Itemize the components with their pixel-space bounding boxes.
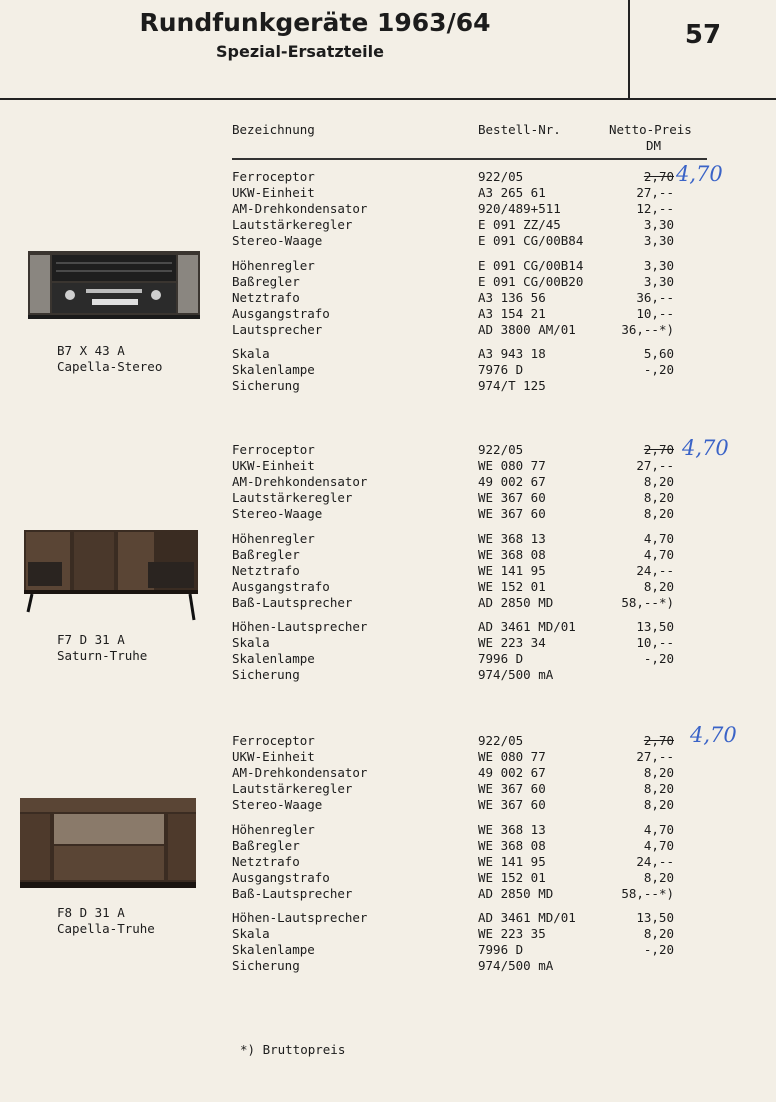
table-row bbox=[0, 595, 776, 611]
part-name: UKW-Einheit bbox=[232, 458, 315, 474]
part-price: 58,--*) bbox=[621, 885, 674, 901]
table-row bbox=[0, 378, 776, 394]
table-row bbox=[0, 506, 776, 522]
part-price: 8,20 bbox=[643, 781, 674, 797]
part-price: 12,-- bbox=[636, 201, 674, 217]
part-order-number: 49 002 67 bbox=[478, 474, 546, 490]
part-price: 36,-- bbox=[636, 289, 674, 305]
part-order-number: 7996 D bbox=[478, 651, 524, 667]
part-price: 10,-- bbox=[636, 635, 674, 651]
handwritten-price-correction: 4,70 bbox=[682, 436, 729, 460]
page-number: 57 bbox=[684, 20, 722, 50]
part-order-number: WE 223 34 bbox=[478, 635, 546, 651]
part-name: AM-Drehkondensator bbox=[232, 201, 368, 217]
table-row bbox=[0, 635, 776, 651]
column-header-bezeichnung: Bezeichnung bbox=[232, 122, 315, 137]
table-row bbox=[0, 474, 776, 490]
model-code: F8 D 31 A bbox=[57, 905, 125, 920]
part-name: Lautstärkeregler bbox=[232, 217, 353, 233]
header-divider-horizontal bbox=[0, 98, 776, 100]
part-name: Stereo-Waage bbox=[232, 506, 323, 522]
part-order-number: WE 368 08 bbox=[478, 546, 546, 562]
part-price: 8,20 bbox=[643, 490, 674, 506]
handwritten-price-correction: 4,70 bbox=[676, 162, 723, 186]
part-name: Ferroceptor bbox=[232, 442, 315, 457]
part-order-number: 922/05 bbox=[478, 442, 524, 457]
table-row bbox=[0, 201, 776, 217]
part-order-number: 922/05 bbox=[478, 169, 524, 184]
part-name: UKW-Einheit bbox=[232, 749, 315, 765]
column-header-bestell-nr: Bestell-Nr. bbox=[478, 122, 561, 137]
table-row bbox=[0, 563, 776, 579]
part-order-number: 974/T 125 bbox=[478, 378, 546, 394]
part-name: Ausgangstrafo bbox=[232, 869, 330, 885]
part-order-number: A3 265 61 bbox=[478, 185, 546, 201]
part-price: 13,50 bbox=[636, 910, 674, 925]
column-header-currency: DM bbox=[646, 138, 662, 153]
part-price: 4,70 bbox=[643, 821, 674, 837]
part-price: 8,20 bbox=[643, 474, 674, 490]
part-order-number: WE 152 01 bbox=[478, 869, 546, 885]
part-name: Skalenlampe bbox=[232, 362, 315, 378]
part-name: Skala bbox=[232, 635, 270, 651]
part-order-number: 920/489+511 bbox=[478, 201, 561, 217]
part-name: Netztrafo bbox=[232, 853, 300, 869]
part-price: 8,20 bbox=[643, 506, 674, 522]
part-order-number: WE 368 13 bbox=[478, 530, 546, 546]
part-name: UKW-Einheit bbox=[232, 185, 315, 201]
page-subtitle: Spezial-Ersatzteile bbox=[216, 42, 384, 61]
part-name: Baß-Lautsprecher bbox=[232, 885, 353, 901]
part-price: 5,60 bbox=[643, 346, 674, 361]
part-name: Skala bbox=[232, 346, 270, 361]
footnote: *) Bruttopreis bbox=[240, 1042, 346, 1057]
part-name: Baßregler bbox=[232, 546, 300, 562]
table-row bbox=[0, 258, 776, 274]
part-order-number: E 091 CG/00B20 bbox=[478, 273, 584, 289]
part-order-number: 7976 D bbox=[478, 362, 524, 378]
part-price: 4,70 bbox=[643, 837, 674, 853]
table-row bbox=[0, 797, 776, 813]
part-order-number: E 091 CG/00B84 bbox=[478, 233, 584, 249]
part-price: 58,--*) bbox=[621, 594, 674, 610]
part-order-number: WE 152 01 bbox=[478, 578, 546, 594]
page-title: Rundfunkgeräte 1963/64 bbox=[139, 8, 491, 37]
table-row bbox=[0, 910, 776, 926]
model-name: Capella-Stereo bbox=[57, 359, 163, 374]
part-order-number: AD 3461 MD/01 bbox=[478, 910, 576, 925]
table-row bbox=[0, 886, 776, 902]
part-name: Stereo-Waage bbox=[232, 797, 323, 813]
table-row bbox=[0, 185, 776, 201]
model-name: Saturn-Truhe bbox=[57, 648, 148, 663]
part-price: 27,-- bbox=[636, 185, 674, 201]
part-order-number: AD 3461 MD/01 bbox=[478, 619, 576, 634]
part-order-number: WE 367 60 bbox=[478, 781, 546, 797]
table-row bbox=[0, 838, 776, 854]
part-order-number: WE 080 77 bbox=[478, 749, 546, 765]
part-name: Ferroceptor bbox=[232, 733, 315, 748]
part-name: Lautstärkeregler bbox=[232, 781, 353, 797]
part-order-number: 49 002 67 bbox=[478, 765, 546, 781]
part-name: Höhenregler bbox=[232, 821, 315, 837]
part-price: 8,20 bbox=[643, 578, 674, 594]
part-name: Sicherung bbox=[232, 958, 300, 974]
part-order-number: WE 223 35 bbox=[478, 926, 546, 942]
part-price: 4,70 bbox=[643, 546, 674, 562]
part-order-number: WE 141 95 bbox=[478, 562, 546, 578]
table-row bbox=[0, 822, 776, 838]
part-order-number: WE 367 60 bbox=[478, 797, 546, 813]
table-row bbox=[0, 870, 776, 886]
part-order-number: AD 3800 AM/01 bbox=[478, 321, 576, 337]
header-divider-vertical bbox=[628, 0, 630, 99]
part-order-number: E 091 CG/00B14 bbox=[478, 257, 584, 273]
part-order-number: A3 943 18 bbox=[478, 346, 546, 361]
part-name: Lautsprecher bbox=[232, 321, 323, 337]
part-price: 8,20 bbox=[643, 797, 674, 813]
part-order-number: WE 367 60 bbox=[478, 490, 546, 506]
table-row bbox=[0, 619, 776, 635]
part-price: 10,-- bbox=[636, 305, 674, 321]
part-name: Skalenlampe bbox=[232, 651, 315, 667]
part-order-number: 7996 D bbox=[478, 942, 524, 958]
part-price: 3,30 bbox=[643, 273, 674, 289]
part-order-number: WE 368 08 bbox=[478, 837, 546, 853]
part-order-number: WE 367 60 bbox=[478, 506, 546, 522]
part-price: 2,70 bbox=[643, 733, 674, 748]
table-row bbox=[0, 667, 776, 683]
table-row bbox=[0, 765, 776, 781]
part-name: Höhen-Lautsprecher bbox=[232, 619, 368, 634]
part-order-number: AD 2850 MD bbox=[478, 885, 554, 901]
part-name: Baßregler bbox=[232, 273, 300, 289]
table-row bbox=[0, 733, 776, 749]
part-name: Baß-Lautsprecher bbox=[232, 594, 353, 610]
table-row bbox=[0, 274, 776, 290]
part-name: Ferroceptor bbox=[232, 169, 315, 184]
part-price: 8,20 bbox=[643, 765, 674, 781]
table-row bbox=[0, 854, 776, 870]
part-price: 3,30 bbox=[643, 217, 674, 233]
table-row bbox=[0, 547, 776, 563]
model-name: Capella-Truhe bbox=[57, 921, 155, 936]
part-name: Höhen-Lautsprecher bbox=[232, 910, 368, 925]
part-order-number: 974/500 mA bbox=[478, 667, 554, 683]
part-price: 4,70 bbox=[643, 530, 674, 546]
column-header-rule bbox=[232, 158, 707, 160]
part-price: 24,-- bbox=[636, 853, 674, 869]
part-order-number: E 091 ZZ/45 bbox=[478, 217, 561, 233]
part-price: 2,70 bbox=[643, 169, 674, 184]
table-row bbox=[0, 531, 776, 547]
part-price: 36,--*) bbox=[621, 321, 674, 337]
part-order-number: A3 154 21 bbox=[478, 305, 546, 321]
part-name: Sicherung bbox=[232, 378, 300, 394]
table-row bbox=[0, 169, 776, 185]
table-row bbox=[0, 306, 776, 322]
part-name: Sicherung bbox=[232, 667, 300, 683]
table-row bbox=[0, 579, 776, 595]
table-row bbox=[0, 233, 776, 249]
table-row bbox=[0, 958, 776, 974]
part-price: -,20 bbox=[643, 942, 674, 958]
part-price: 27,-- bbox=[636, 749, 674, 765]
part-name: Höhenregler bbox=[232, 257, 315, 273]
part-name: Skalenlampe bbox=[232, 942, 315, 958]
part-order-number: WE 141 95 bbox=[478, 853, 546, 869]
part-price: -,20 bbox=[643, 362, 674, 378]
part-price: 8,20 bbox=[643, 926, 674, 942]
part-order-number: A3 136 56 bbox=[478, 289, 546, 305]
part-price: 27,-- bbox=[636, 458, 674, 474]
part-name: Netztrafo bbox=[232, 289, 300, 305]
part-name: Lautstärkeregler bbox=[232, 490, 353, 506]
table-row bbox=[0, 781, 776, 797]
part-name: AM-Drehkondensator bbox=[232, 765, 368, 781]
table-row bbox=[0, 942, 776, 958]
part-price: 8,20 bbox=[643, 869, 674, 885]
part-order-number: 922/05 bbox=[478, 733, 524, 748]
part-order-number: WE 080 77 bbox=[478, 458, 546, 474]
part-name: Ausgangstrafo bbox=[232, 578, 330, 594]
part-name: Netztrafo bbox=[232, 562, 300, 578]
model-code: F7 D 31 A bbox=[57, 632, 125, 647]
table-row bbox=[0, 322, 776, 338]
table-row bbox=[0, 362, 776, 378]
part-price: 24,-- bbox=[636, 562, 674, 578]
table-row bbox=[0, 926, 776, 942]
table-row bbox=[0, 346, 776, 362]
part-name: Baßregler bbox=[232, 837, 300, 853]
table-row bbox=[0, 290, 776, 306]
part-price: 3,30 bbox=[643, 257, 674, 273]
part-name: Ausgangstrafo bbox=[232, 305, 330, 321]
table-row bbox=[0, 651, 776, 667]
part-name: AM-Drehkondensator bbox=[232, 474, 368, 490]
part-name: Skala bbox=[232, 926, 270, 942]
table-row bbox=[0, 490, 776, 506]
handwritten-price-correction: 4,70 bbox=[690, 723, 737, 747]
model-code: B7 X 43 A bbox=[57, 343, 125, 358]
part-name: Höhenregler bbox=[232, 530, 315, 546]
table-row bbox=[0, 442, 776, 458]
part-price: -,20 bbox=[643, 651, 674, 667]
part-price: 2,70 bbox=[643, 442, 674, 457]
column-header-netto-preis: Netto-Preis bbox=[609, 122, 692, 137]
part-price: 3,30 bbox=[643, 233, 674, 249]
table-row bbox=[0, 458, 776, 474]
part-name: Stereo-Waage bbox=[232, 233, 323, 249]
part-price: 13,50 bbox=[636, 619, 674, 634]
part-order-number: WE 368 13 bbox=[478, 821, 546, 837]
table-row bbox=[0, 749, 776, 765]
table-row bbox=[0, 217, 776, 233]
part-order-number: AD 2850 MD bbox=[478, 594, 554, 610]
part-order-number: 974/500 mA bbox=[478, 958, 554, 974]
